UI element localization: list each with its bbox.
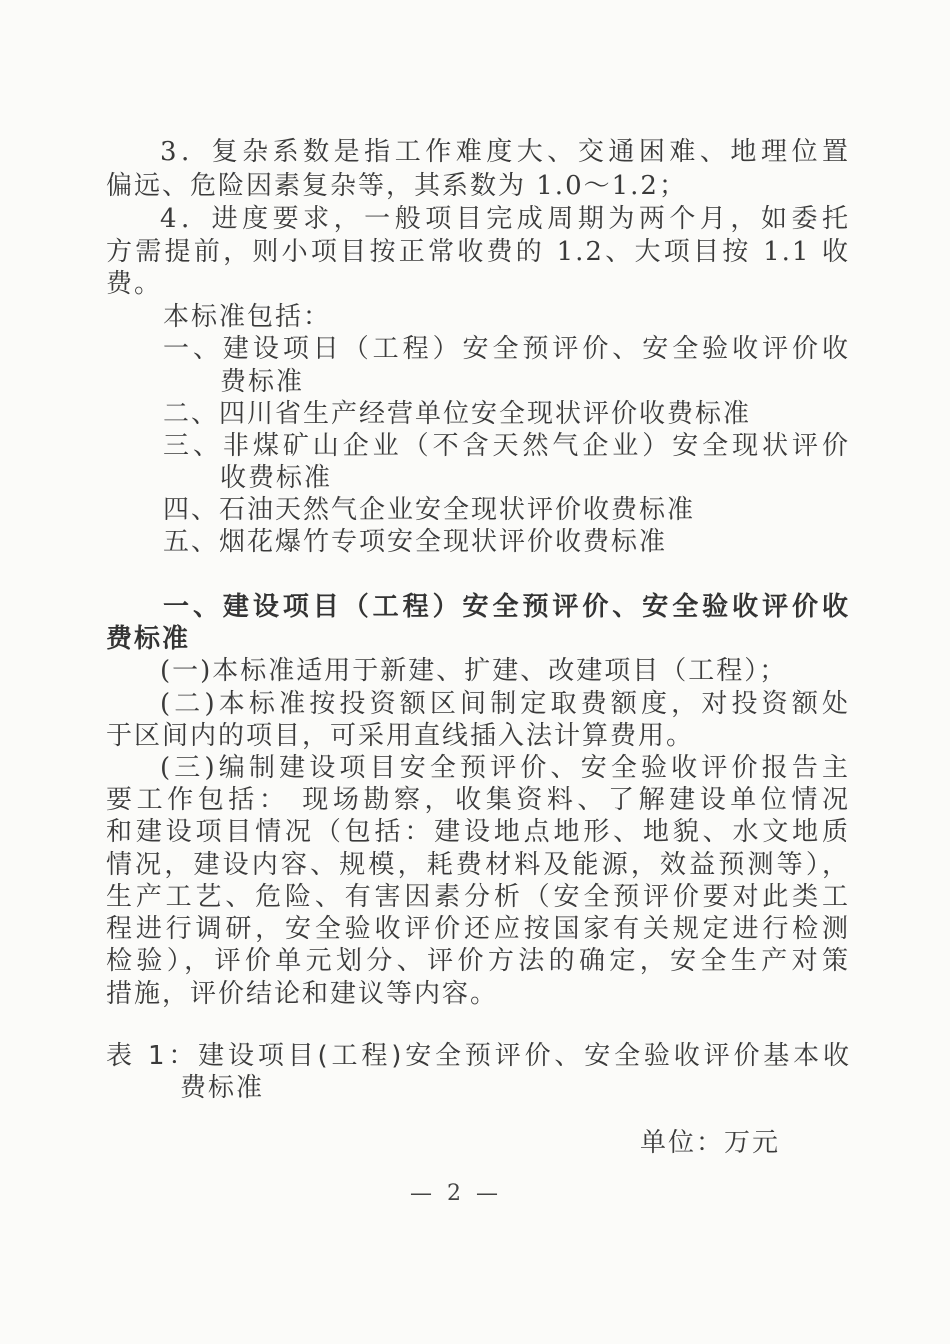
note-4-line-1: 4．进度要求，一般项目完成周期为两个月，如委托: [160, 204, 850, 234]
includes-item-5: 五、烟花爆竹专项安全现状评价收费标准: [163, 527, 668, 557]
section-1-paragraph-3-line-8: 措施，评价结论和建议等内容。: [106, 979, 499, 1009]
includes-item-3-line-1: 三、非煤矿山企业（不含天然气企业）安全现状评价: [163, 431, 850, 461]
section-1-paragraph-3-line-3: 和建设项目情况（包括：建设地点地形、地貌、水文地质: [106, 817, 850, 847]
section-1-paragraph-3-line-5: 生产工艺、危险、有害因素分析（安全预评价要对此类工: [106, 882, 850, 912]
note-3-line-2: 偏远、危险因素复杂等，其系数为 1.0～1.2；: [106, 171, 687, 201]
section-1-paragraph-2-line-1: (二)本标准按投资额区间制定取费额度，对投资额处: [160, 689, 850, 719]
section-1-paragraph-3-line-2: 要工作包括： 现场勘察，收集资料、了解建设单位情况: [106, 785, 850, 815]
section-1-paragraph-3-line-1: (三)编制建设项目安全预评价、安全验收评价报告主: [160, 753, 850, 783]
includes-item-1-line-2: 费标准: [220, 367, 305, 397]
note-3-line-1: 3．复杂系数是指工作难度大、交通困难、地理位置: [160, 137, 850, 167]
section-1-title-line-2: 费标准: [106, 624, 191, 654]
note-4-line-2: 方需提前，则小项目按正常收费的 1.2、大项目按 1.1 收: [106, 237, 850, 267]
table-1-caption-line-2: 费标准: [180, 1073, 265, 1103]
includes-item-1-line-1: 一、建设项日（工程）安全预评价、安全验收评价收: [163, 334, 850, 364]
section-1-paragraph-3-line-6: 程进行调研，安全验收评价还应按国家有关规定进行检测: [106, 914, 850, 944]
includes-heading: 本标准包括：: [163, 302, 332, 332]
includes-item-2: 二、四川省生产经营单位安全现状评价收费标准: [163, 399, 752, 429]
section-1-paragraph-1: (一)本标准适用于新建、扩建、改建项目（工程）；: [160, 656, 788, 686]
table-1-caption-line-1: 表 1：建设项目(工程)安全预评价、安全验收评价基本收: [106, 1041, 850, 1071]
page-number: — 2 —: [410, 1181, 502, 1206]
section-1-paragraph-3-line-4: 情况，建设内容、规模，耗费材料及能源，效益预测等），: [106, 850, 850, 880]
includes-item-4: 四、石油天然气企业安全现状评价收费标准: [163, 495, 696, 525]
table-1-unit: 单位：万元: [640, 1128, 781, 1158]
note-4-line-3: 费。: [106, 269, 163, 299]
section-1-paragraph-3-line-7: 检验），评价单元划分、评价方法的确定，安全生产对策: [106, 946, 850, 976]
includes-item-3-line-2: 收费标准: [220, 463, 333, 493]
section-1-paragraph-2-line-2: 于区间内的项目，可采用直线插入法计算费用。: [106, 721, 695, 751]
section-1-title-line-1: 一、建设项目（工程）安全预评价、安全验收评价收: [163, 592, 850, 622]
